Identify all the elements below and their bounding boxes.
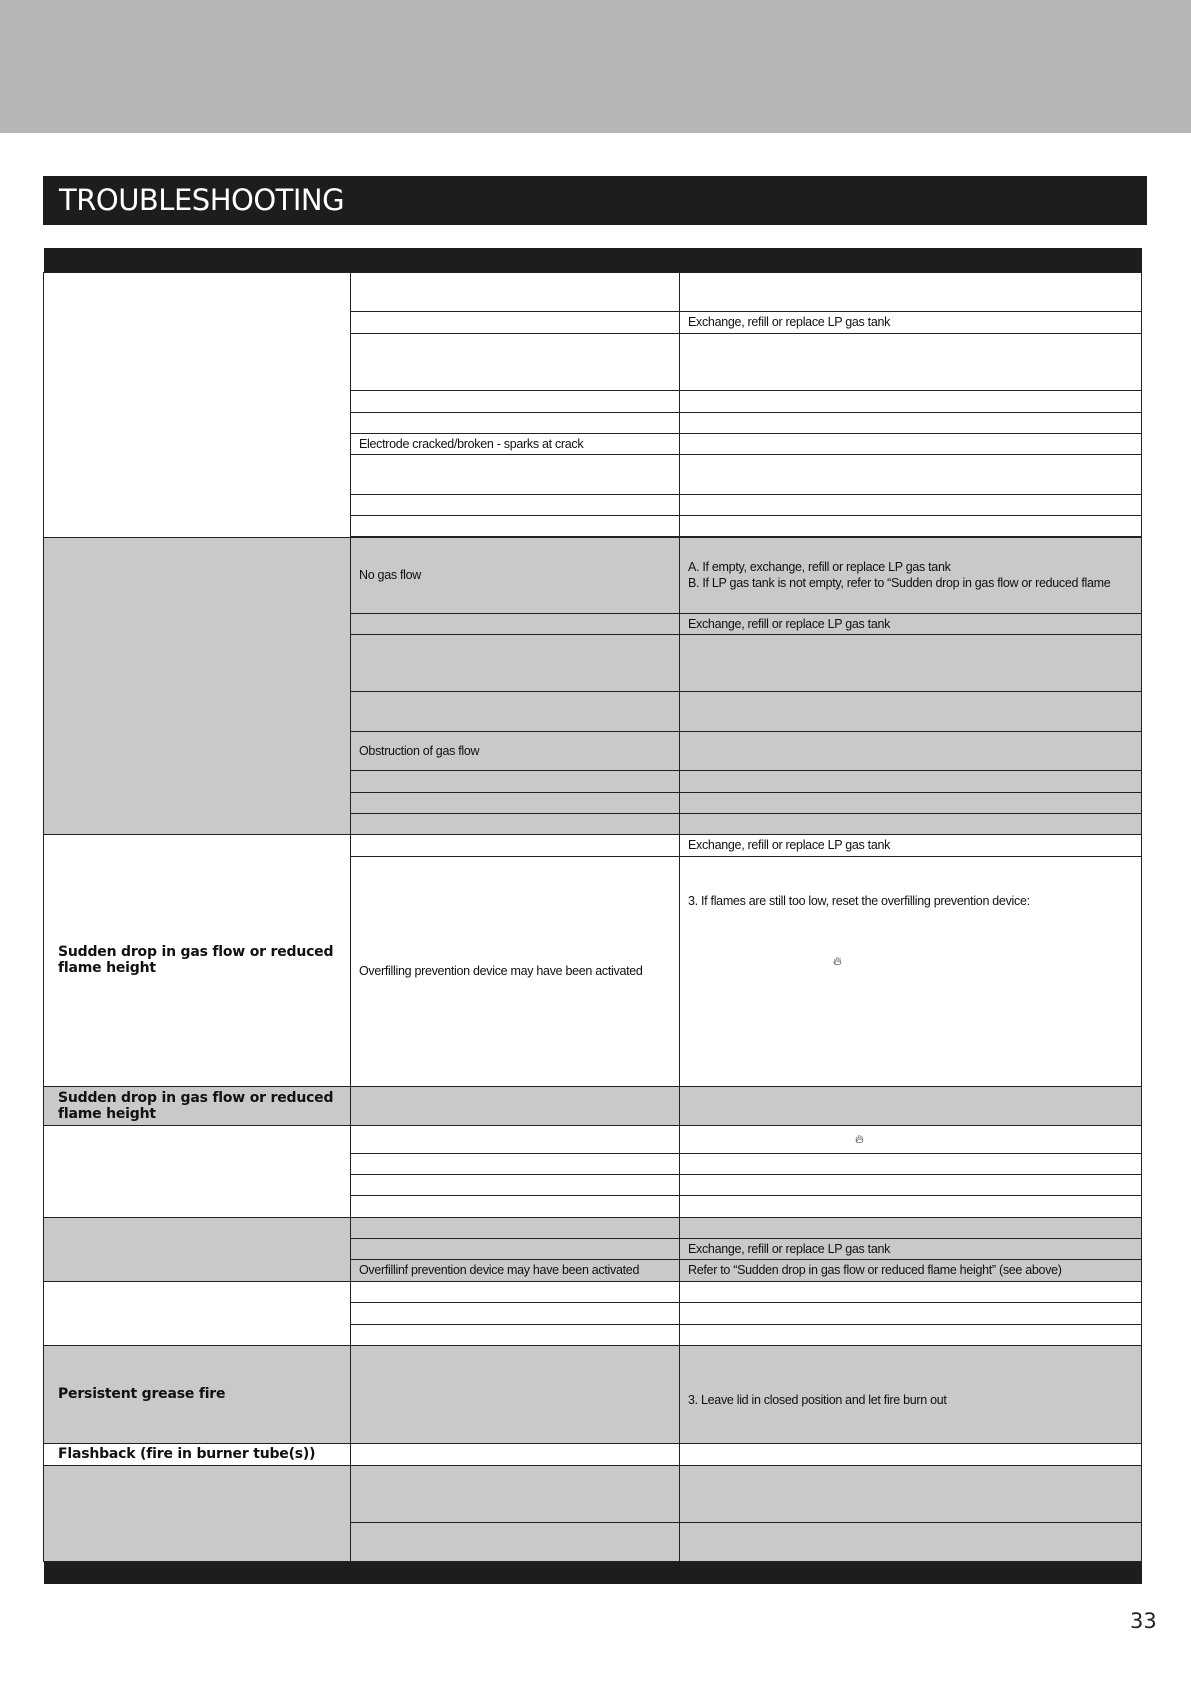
solution-cell: Exchange, refill or replace LP gas tank	[680, 834, 1142, 856]
table-row	[44, 1443, 1142, 1465]
cause-cell: No gas flow	[351, 537, 680, 613]
table-row	[44, 1465, 1142, 1522]
cause-cell: Overfilling prevention device may have been activated	[351, 856, 680, 1086]
page-number: 33	[1130, 1609, 1157, 1633]
problem-cell: Sudden drop in gas flow or reduced flame height	[44, 1086, 351, 1125]
solution-cell: 3. Leave lid in closed position and let fire burn out	[680, 1345, 1142, 1443]
problem-cell	[44, 1465, 351, 1561]
solution-cell: Exchange, refill or replace LP gas tank	[680, 613, 1142, 634]
solution-cell: Exchange, refill or replace LP gas tank	[680, 311, 1142, 333]
solution-cell: 3. If flames are still too low, reset the overfilling prevention device: 🔥︎	[680, 856, 1142, 1086]
table-footer	[44, 1561, 1142, 1584]
table-row	[44, 1217, 1142, 1238]
table-row	[44, 1125, 1142, 1153]
solution-cell	[680, 1125, 1142, 1153]
table-header	[44, 248, 1142, 272]
troubleshooting-table	[43, 248, 1141, 1584]
problem-cell	[44, 272, 351, 537]
problem-cell	[44, 1281, 351, 1345]
problem-cell: Persistent grease fire	[44, 1345, 351, 1443]
flame-icon: 🔥︎	[833, 953, 842, 968]
problem-cell: Sudden drop in gas flow or reduced flame height	[44, 834, 351, 1086]
solution-cell: A. If empty, exchange, refill or replace LP gas tank B. If LP gas tank is not empty, refer to “Sudden drop in gas flow or reduced flame	[680, 537, 1142, 613]
table-row	[44, 537, 1142, 613]
problem-cell	[44, 1217, 351, 1281]
problem-cell: Flashback (fire in burner tube(s))	[44, 1443, 351, 1465]
cause-cell: Overfillinf prevention device may have been activated	[351, 1259, 680, 1281]
page-title: TROUBLESHOOTING	[43, 176, 1147, 225]
cause-cell: Obstruction of gas flow	[351, 731, 680, 770]
table-row	[44, 1345, 1142, 1443]
table-row	[44, 1086, 1142, 1125]
table-row	[44, 272, 1142, 311]
problem-cell	[44, 537, 351, 834]
flame-icon: 🔥︎	[855, 1132, 864, 1146]
solution-cell: Exchange, refill or replace LP gas tank	[680, 1238, 1142, 1259]
problem-cell	[44, 1125, 351, 1217]
solution-cell: Refer to “Sudden drop in gas flow or reduced flame height” (see above)	[680, 1259, 1142, 1281]
table-row	[44, 834, 1142, 856]
cause-cell: Electrode cracked/broken - sparks at crack	[351, 433, 680, 454]
table-row	[44, 1281, 1142, 1302]
top-gray-band	[0, 0, 1191, 133]
